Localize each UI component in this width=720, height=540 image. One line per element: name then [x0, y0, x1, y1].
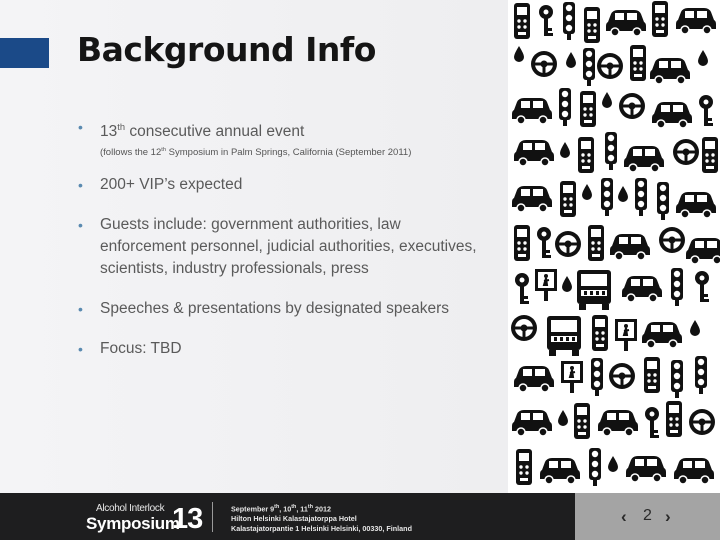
page-title: Background Info	[77, 30, 376, 69]
footer-logo-number: 13	[172, 503, 203, 535]
slide-pager	[575, 493, 720, 540]
footer-logo-title: Symposium	[86, 514, 180, 533]
bullet-text: Speeches & presentations by designated speakers	[100, 300, 449, 318]
list-item	[78, 174, 490, 196]
list-item	[78, 116, 490, 160]
footer-divider	[212, 502, 213, 532]
bullet-text: Guests include: government authorities, law enforcement personnel, judicial authorities, executives, scientists, industry professionals, press	[100, 216, 477, 278]
footer-event-info	[231, 502, 412, 534]
footer-address: Kalastajatorpantie 1 Helsinki Helsinki, 00330, Finland	[231, 524, 412, 534]
bullet-icon: •	[78, 217, 83, 234]
chevron-right-icon[interactable]: ›	[665, 507, 671, 526]
icon-pattern-svg	[508, 0, 720, 493]
icon-pattern-illustration	[508, 0, 720, 493]
page-number: 2	[643, 507, 652, 524]
title-accent-bar	[0, 38, 49, 68]
bullet-subtext: (follows the 12th Symposium in Palm Springs, California (September 2011)	[100, 147, 412, 159]
bullet-list	[78, 116, 490, 360]
list-item	[78, 338, 490, 360]
list-item	[78, 214, 490, 280]
footer-logo-subtitle: Alcohol Interlock	[96, 503, 165, 514]
bullet-text: 200+ VIP’s expected	[100, 176, 243, 194]
bullet-icon: •	[78, 177, 83, 194]
chevron-left-icon[interactable]: ‹	[621, 507, 627, 526]
bullet-icon: •	[78, 301, 83, 318]
bullet-text: 13th consecutive annual event	[100, 122, 305, 141]
footer-dates: September 9th, 10th, 11th 2012	[231, 504, 331, 514]
footer-venue: Hilton Helsinki Kalastajatorppa Hotel	[231, 514, 357, 524]
list-item	[78, 298, 490, 320]
bullet-icon: •	[78, 119, 83, 135]
bullet-text: Focus: TBD	[100, 340, 182, 358]
bullet-icon: •	[78, 341, 83, 358]
